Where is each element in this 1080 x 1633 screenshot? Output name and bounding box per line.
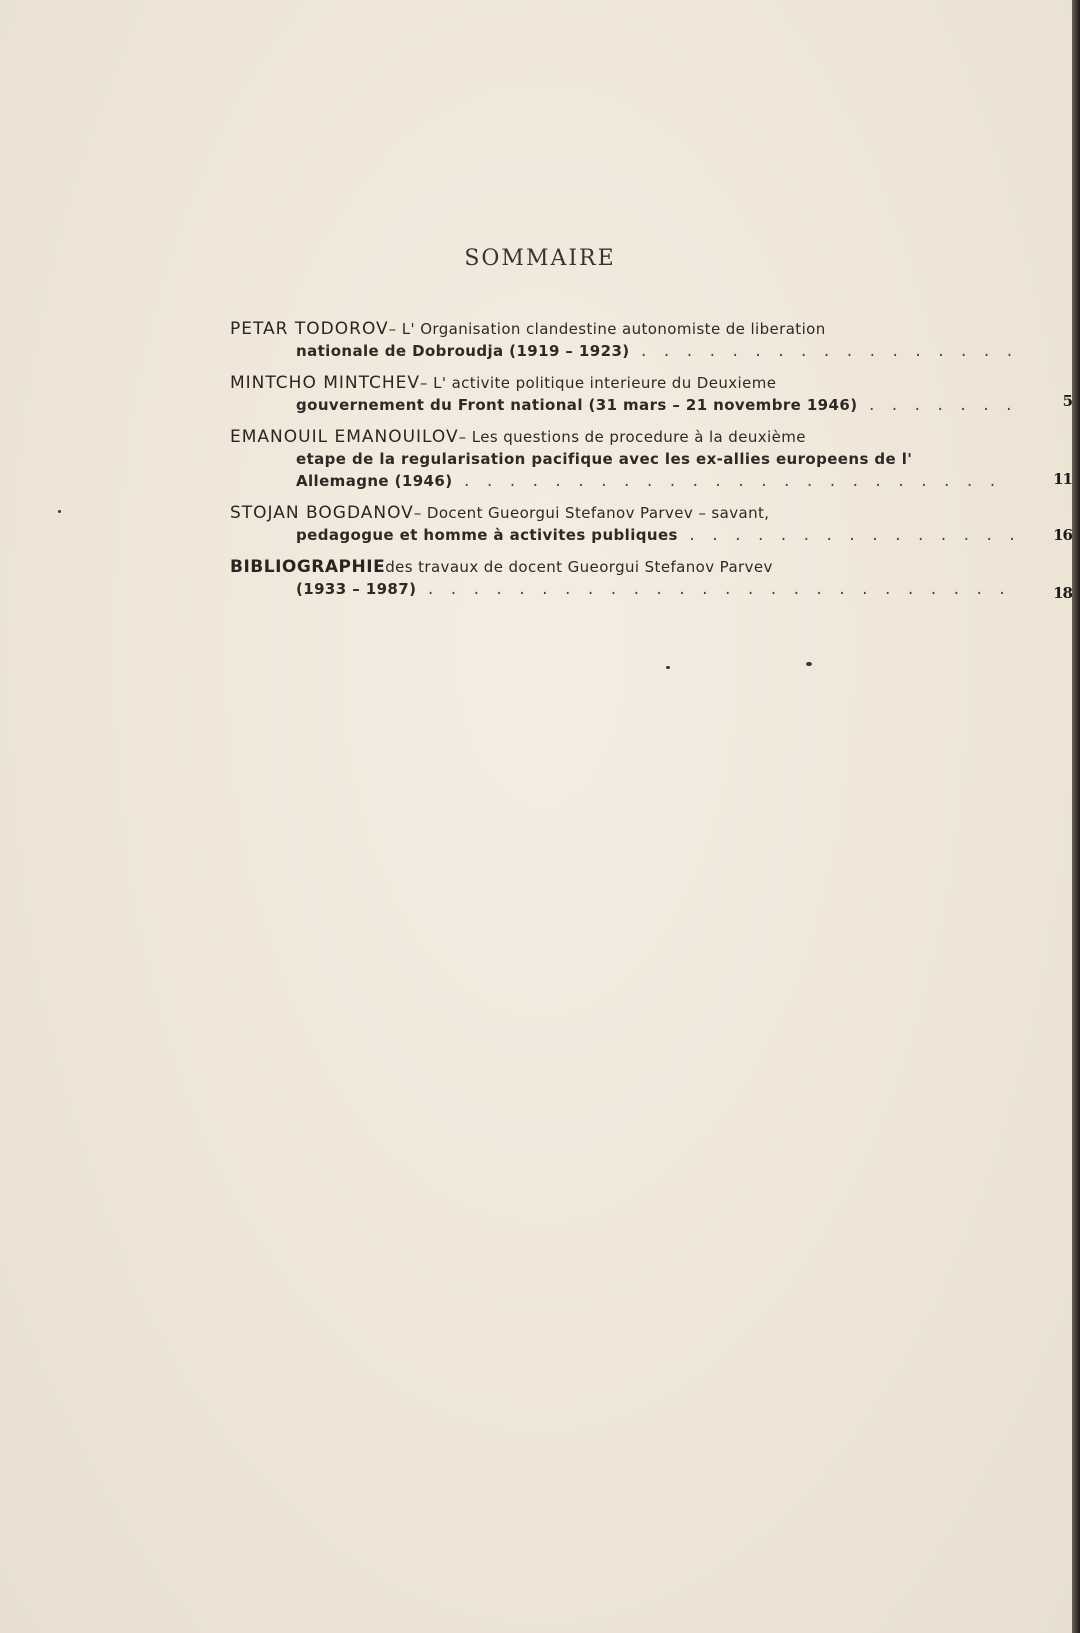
toc-entry-line	[230, 578, 1014, 601]
toc-title-continued: gouvernement du Front national (31 mars – 21 novembre 1946)	[296, 396, 858, 414]
toc-entry	[230, 556, 1014, 601]
toc-title-continued: Allemagne (1946)	[296, 472, 453, 490]
toc-title-continued: (1933 – 1987)	[296, 580, 417, 598]
toc-entry-line	[230, 524, 1014, 547]
edge-page-number: 18	[1053, 584, 1072, 602]
toc-author: STOJAN BOGDANOV	[230, 503, 414, 523]
toc-title-continued: pedagogue et homme à activites publiques	[296, 526, 678, 544]
dot-leader	[640, 341, 1014, 363]
toc-title: – L' Organisation clandestine autonomiste de liberation	[388, 320, 826, 338]
toc-entry	[230, 502, 1014, 547]
toc-entry-line	[230, 448, 1014, 470]
table-of-contents	[230, 318, 1014, 610]
dot-leader	[463, 471, 1015, 493]
toc-entry-line	[230, 372, 1014, 394]
toc-title: – L' activite politique interieure du Deuxieme	[420, 374, 777, 392]
toc-title-continued: etape de la regularisation pacifique avec les ex-allies europeens de l'	[296, 450, 913, 468]
dot-leader	[426, 579, 1014, 601]
toc-entry	[230, 372, 1014, 417]
toc-title-continued: nationale de Dobroudja (1919 – 1923)	[296, 342, 630, 360]
toc-entry	[230, 426, 1014, 493]
toc-entry-line	[230, 556, 1014, 578]
toc-entry	[230, 318, 1014, 363]
toc-title: – Docent Gueorgui Stefanov Parvev – savant,	[413, 504, 770, 522]
toc-entry-line	[230, 426, 1014, 448]
toc-author: BIBLIOGRAPHIE	[230, 557, 386, 577]
toc-author: MINTCHO MINTCHEV	[230, 373, 421, 393]
edge-page-number: 16	[1053, 526, 1072, 544]
toc-title: – Les questions de procedure à la deuxième	[458, 428, 806, 446]
toc-entry-line	[230, 502, 1014, 524]
toc-author: EMANOUIL EMANOUILOV	[230, 427, 459, 447]
paper-speck	[58, 510, 61, 513]
toc-entry-line	[230, 470, 1014, 493]
toc-author: PETAR TODOROV	[230, 319, 389, 339]
toc-entry-line	[230, 340, 1014, 363]
toc-entry-line	[230, 394, 1014, 417]
paper-speck	[806, 662, 812, 666]
page-binding-edge	[1072, 0, 1080, 1633]
edge-page-number: 11	[1053, 470, 1072, 488]
page-title: SOMMAIRE	[464, 246, 616, 271]
dot-leader	[688, 525, 1014, 547]
toc-title: des travaux de docent Gueorgui Stefanov Parvev	[385, 558, 773, 576]
paper-speck	[666, 666, 670, 669]
dot-leader	[867, 395, 1014, 417]
toc-entry-line	[230, 318, 1014, 340]
edge-page-number: 5	[1062, 392, 1072, 410]
